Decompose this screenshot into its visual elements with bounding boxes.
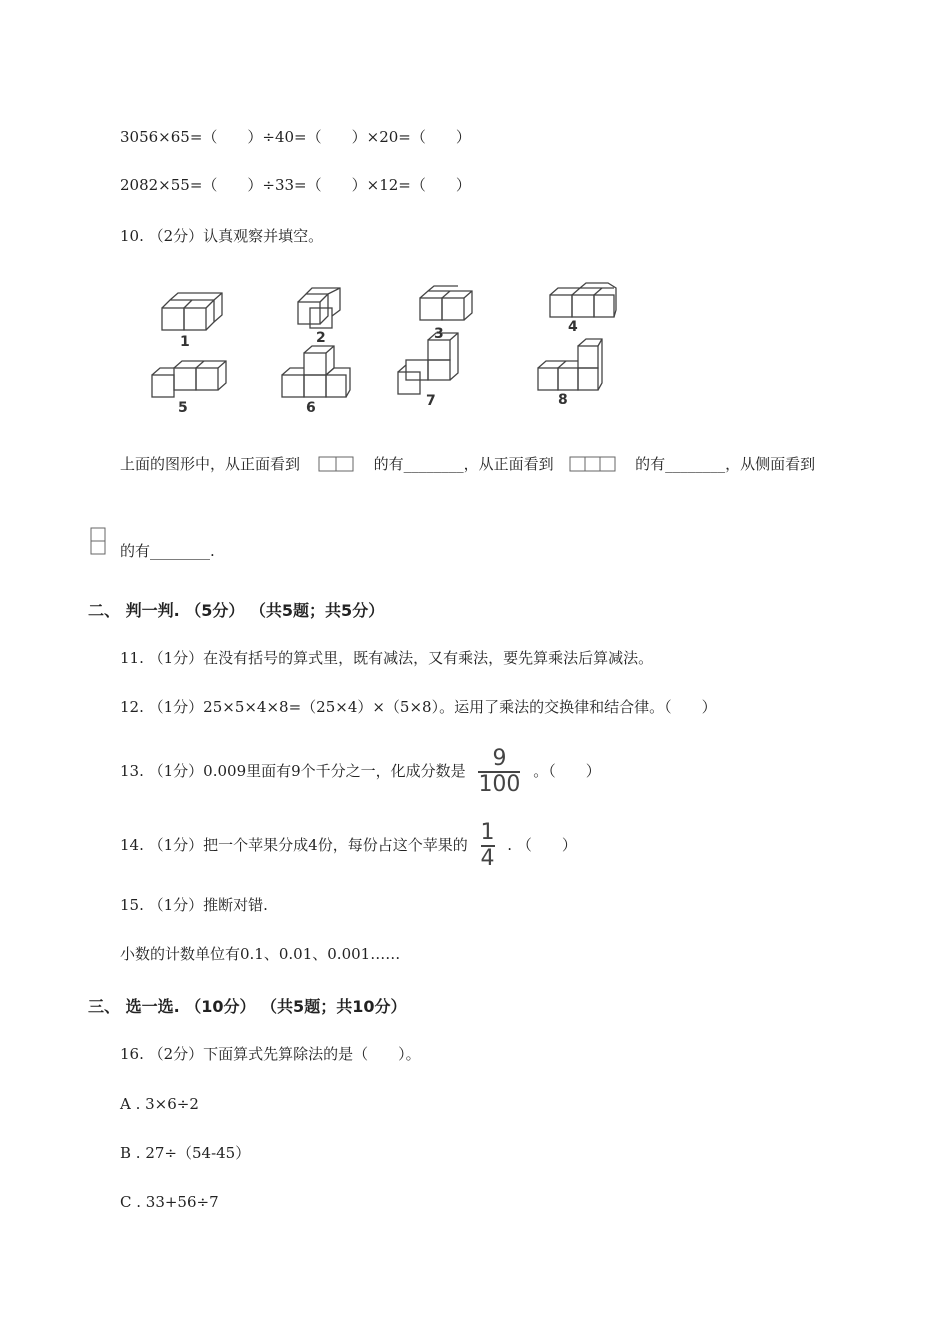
- figure-label-6: 6: [306, 400, 316, 415]
- cube-figure-4: [550, 283, 616, 317]
- option-b: B . 27÷（54-45）: [120, 1144, 251, 1162]
- figure-label-8: 8: [558, 392, 568, 408]
- cube-figure-3: [420, 286, 472, 320]
- two-squares-view-icon: [317, 454, 357, 476]
- fraction-denominator: 4: [480, 846, 495, 871]
- q10-fill-line: [120, 454, 815, 476]
- q14-tail: . （ ）: [507, 836, 577, 854]
- q13-text: 13. （1分）0.009里面有9个千分之一，化成分数是: [120, 762, 466, 780]
- figure-label-4: 4: [568, 319, 578, 335]
- cube-figure-2: [298, 288, 340, 328]
- section-2-heading: 二、 判一判. （5分） （共5题；共5分）: [88, 601, 385, 620]
- cube-figure-5: [152, 361, 226, 397]
- q10-fill-part2: 的有________，从正面看到: [373, 455, 554, 473]
- fraction-numerator: 1: [480, 820, 495, 845]
- question-14: [120, 820, 577, 870]
- q10-fill-part3: 的有________，从侧面看到: [635, 455, 816, 473]
- figure-label-3: 3: [434, 326, 444, 342]
- fraction-9-100: [478, 748, 520, 796]
- question-16: 16. （2分）下面算式先算除法的是（ ）。: [120, 1045, 421, 1063]
- q10-fill-part4: 的有________.: [120, 542, 215, 560]
- equation-line-1: 3056×65=（ ）÷40=（ ）×20=（ ）: [120, 128, 471, 146]
- cube-figure-7: [398, 333, 458, 394]
- question-13: [120, 746, 601, 796]
- fraction-numerator: 9: [492, 746, 507, 771]
- fraction-denominator: 100: [478, 772, 521, 797]
- q10-fill-part1: 上面的图形中，从正面看到: [120, 455, 301, 473]
- fraction-1-4: [481, 822, 495, 870]
- option-c: C . 33+56÷7: [120, 1193, 219, 1211]
- figure-label-7: 7: [426, 393, 436, 409]
- option-a: A . 3×6÷2: [120, 1095, 199, 1113]
- cube-figure-8: [538, 339, 602, 390]
- stacked-squares-view-icon: [88, 526, 108, 558]
- figure-label-5: 5: [178, 400, 188, 415]
- question-15: 15. （1分）推断对错.: [120, 896, 268, 914]
- cube-figure-6: [282, 346, 350, 397]
- question-15-statement: 小数的计数单位有0.1、0.01、0.001……: [120, 945, 401, 963]
- three-squares-view-icon: [568, 454, 620, 476]
- figure-label-2: 2: [316, 330, 326, 346]
- cube-figure-1: [162, 293, 222, 330]
- q13-tail: 。（ ）: [533, 762, 601, 780]
- cube-figures: [140, 280, 640, 415]
- figure-label-1: 1: [180, 334, 190, 350]
- question-11: 11. （1分）在没有括号的算式里，既有减法，又有乘法，要先算乘法后算减法。: [120, 649, 654, 667]
- section-3-heading: 三、 选一选. （10分） （共5题；共10分）: [88, 997, 407, 1016]
- q14-text: 14. （1分）把一个苹果分成4份，每份占这个苹果的: [120, 836, 468, 854]
- equation-line-2: 2082×55=（ ）÷33=（ ）×12=（ ）: [120, 176, 471, 194]
- question-12: 12. （1分）25×5×4×8=（25×4）×（5×8）。运用了乘法的交换律和结合律。（ ）: [120, 698, 717, 716]
- question-10: 10. （2分）认真观察并填空。: [120, 227, 324, 245]
